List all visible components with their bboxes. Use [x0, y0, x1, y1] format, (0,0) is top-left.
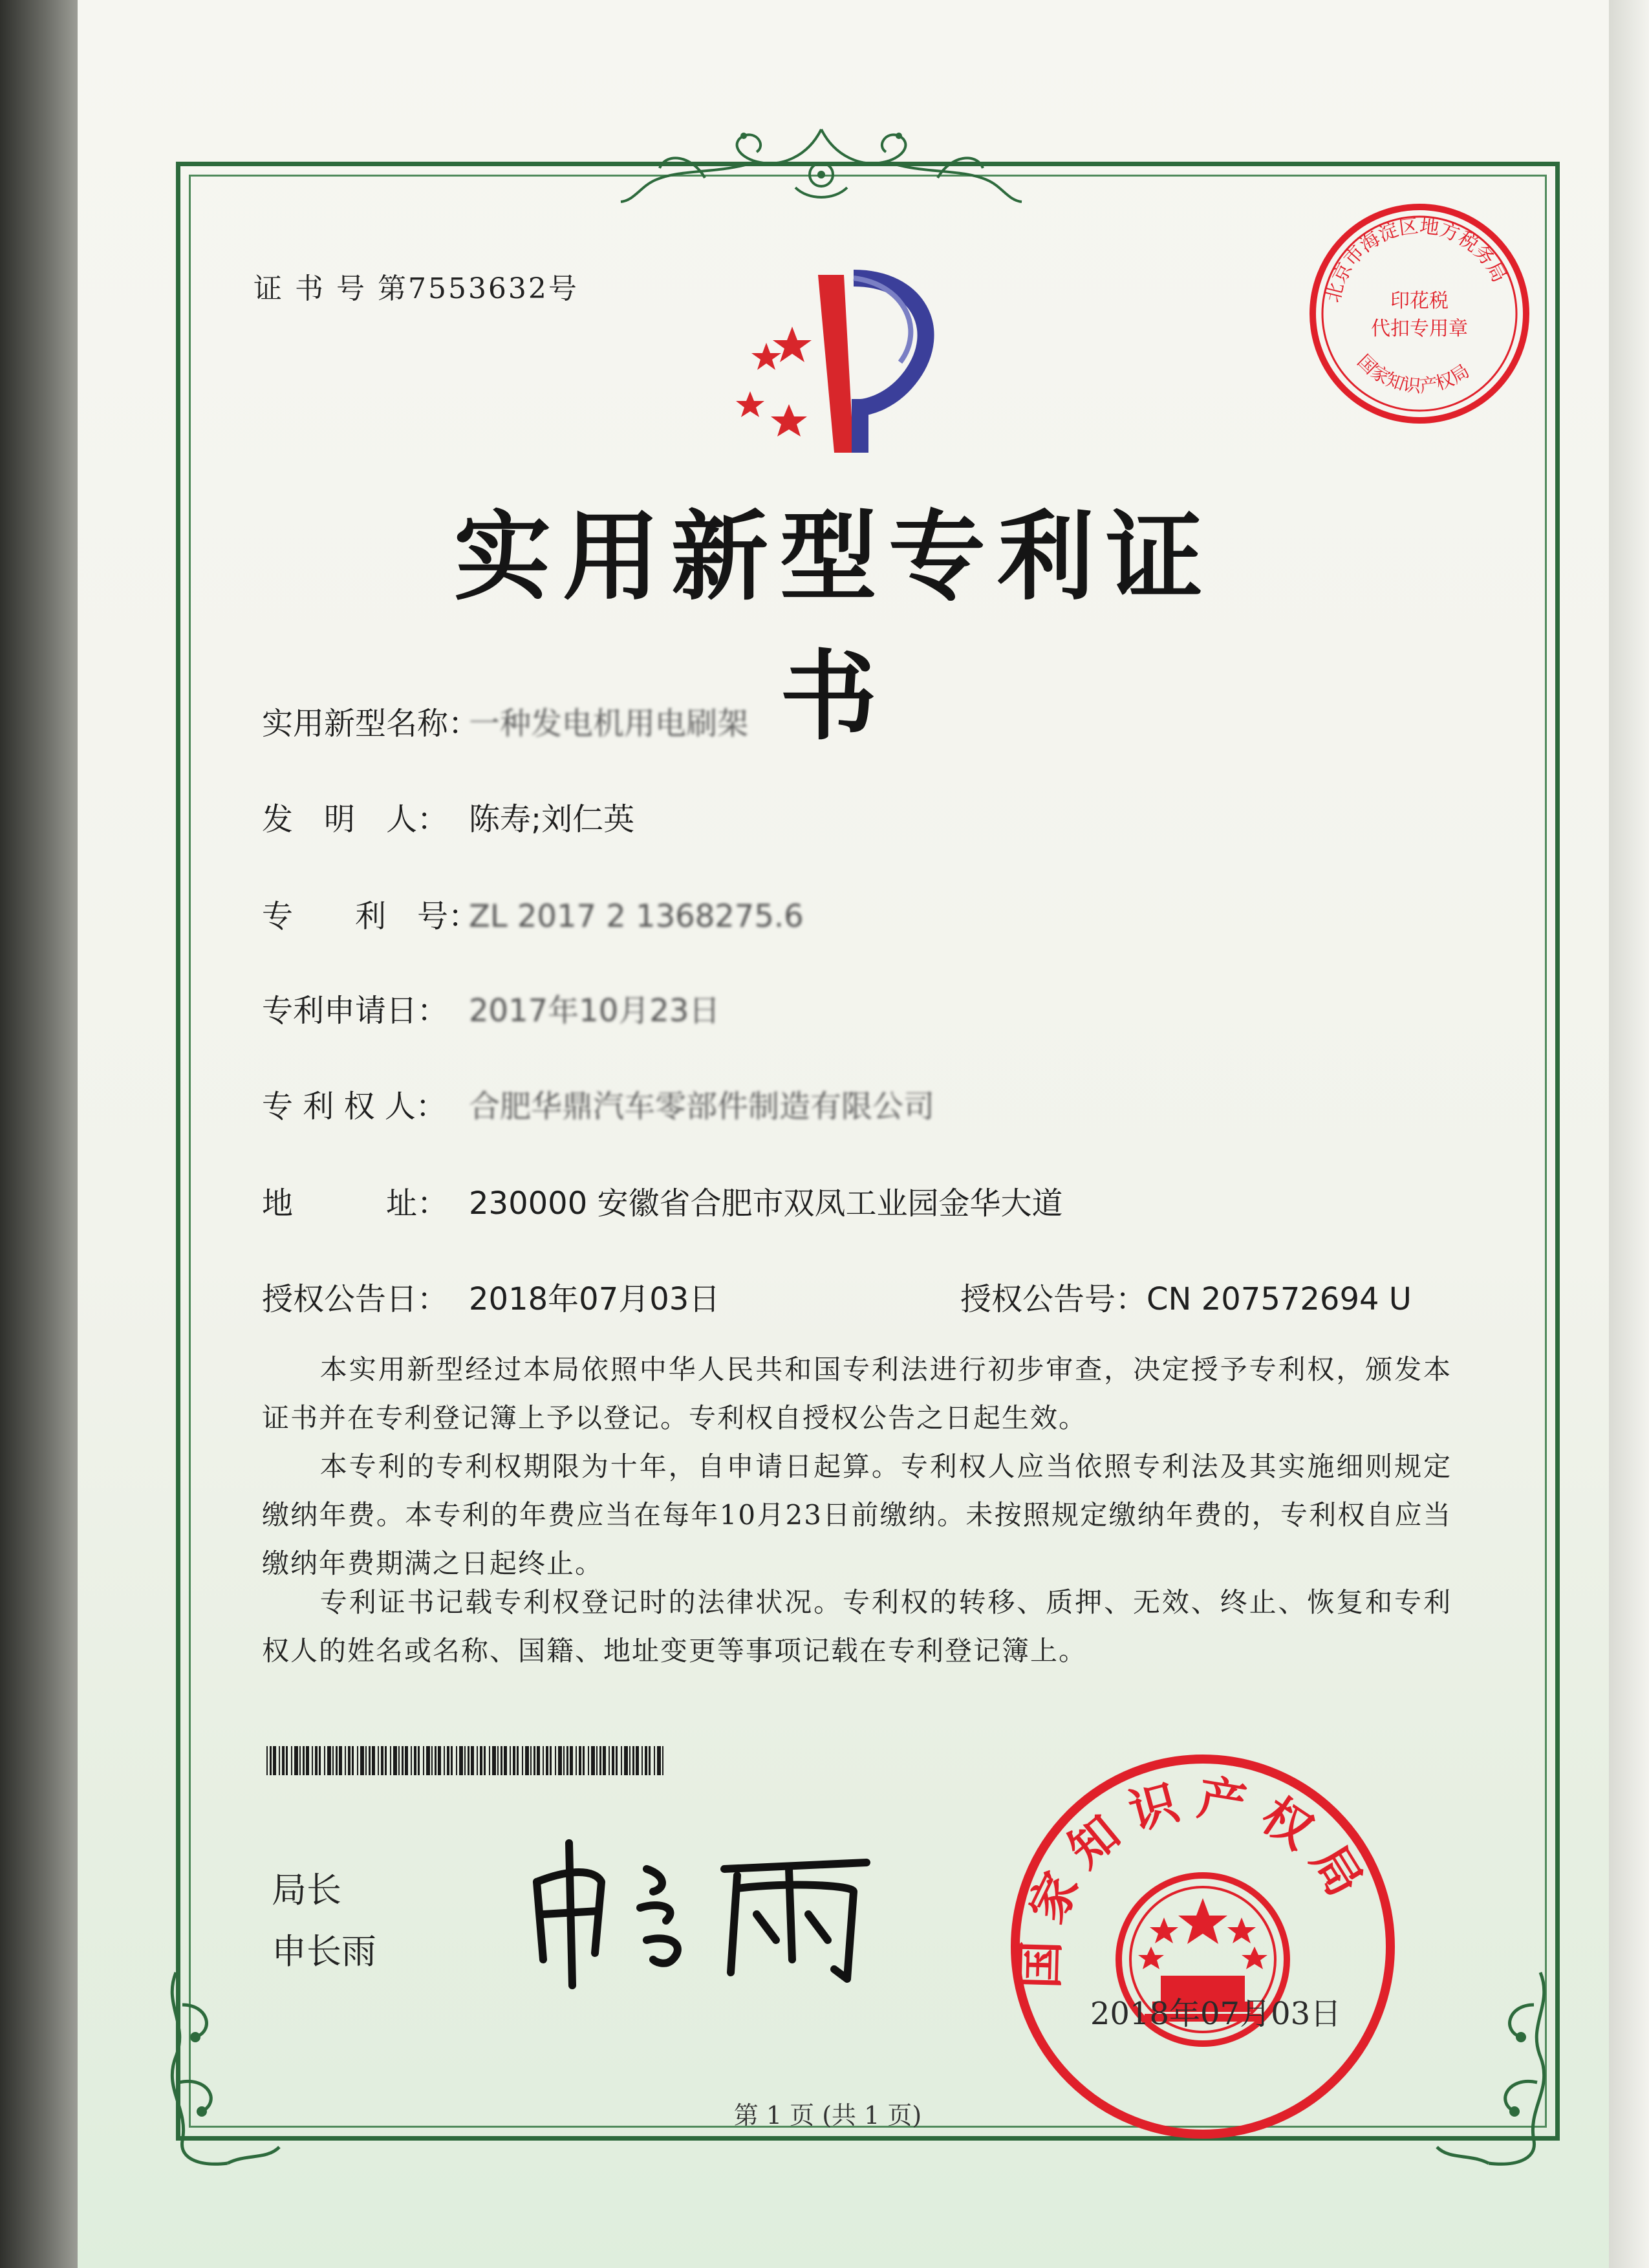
barcode-bar: [555, 1746, 556, 1775]
barcode-bar: [270, 1746, 272, 1775]
barcode-bar: [534, 1746, 535, 1775]
barcode-bar: [423, 1746, 424, 1775]
barcode-bar: [398, 1746, 400, 1775]
barcode-bar: [393, 1746, 397, 1775]
barcode-bar: [471, 1746, 474, 1775]
barcode-bar: [477, 1746, 478, 1775]
field-label: 专利申请日：: [262, 993, 449, 1029]
field-label: 授权公告号：: [960, 1281, 1147, 1317]
barcode-bar: [282, 1746, 285, 1775]
barcode-bar: [456, 1746, 457, 1775]
barcode-bar: [266, 1746, 268, 1775]
barcode-bar: [369, 1746, 371, 1775]
barcode-bar: [447, 1746, 449, 1775]
field-label: 实用新型名称：: [262, 706, 480, 742]
field-label: 授权公告日：: [262, 1281, 449, 1317]
barcode-bar: [291, 1746, 292, 1775]
barcode-bar: [390, 1746, 391, 1775]
barcode-bar: [649, 1746, 651, 1775]
field-label: 发 明 人：: [262, 801, 449, 837]
barcode-bar: [332, 1746, 334, 1775]
top-ornament: [614, 116, 1028, 213]
barcode-bar: [381, 1746, 383, 1775]
barcode-bar: [609, 1746, 610, 1775]
field-grant-announcement-number: [960, 1274, 1412, 1319]
barcode-bar: [345, 1746, 346, 1775]
barcode-bar: [385, 1746, 387, 1775]
corner-ornament-right: [1411, 1966, 1566, 2173]
barcode-bar: [484, 1746, 486, 1775]
field-label: 专 利 权 人：: [262, 1088, 447, 1125]
barcode-bar: [641, 1746, 643, 1775]
barcode-bar: [489, 1746, 490, 1775]
barcode-bar: [459, 1746, 463, 1775]
field-value: ZL 2017 2 1368275.6: [469, 898, 804, 934]
field-grant-announcement-date: [262, 1274, 720, 1319]
field-address: [262, 1178, 1063, 1223]
field-value: 2018年07月03日: [469, 1281, 720, 1317]
barcode-bar: [299, 1746, 301, 1775]
barcode-bar: [414, 1746, 416, 1775]
field-inventor: [262, 794, 634, 839]
barcode-bar: [517, 1746, 519, 1775]
field-label: 专 利 号：: [262, 898, 480, 934]
barcode-bar: [411, 1746, 412, 1775]
field-value: CN 207572694 U: [1147, 1281, 1412, 1317]
svg-text:国家知识产权局: 国家知识产权局: [1353, 350, 1474, 397]
field-patent-number: [262, 891, 804, 936]
field-utility-model-name: [262, 698, 748, 743]
barcode-bar: [588, 1746, 589, 1775]
field-value: 230000 安徽省合肥市双凤工业园金华大道: [469, 1185, 1063, 1222]
barcode-bar: [546, 1746, 548, 1775]
barcode-bar: [616, 1746, 618, 1775]
barcode-bar: [444, 1746, 445, 1775]
barcode-bar: [319, 1746, 321, 1775]
office-seal: [1002, 1746, 1403, 2147]
barcode-bar: [339, 1746, 342, 1775]
barcode-bar: [294, 1746, 298, 1775]
body-paragraph: 本专利的专利权期限为十年，自申请日起算。专利权人应当依照专利法及其实施细则规定缴纳年费。本专利的年费应当在每年10月23日前缴纳。未按照规定缴纳年费的，专利权自应当缴纳年费期满之日起终止。: [262, 1451, 1452, 1579]
barcode-bar: [438, 1746, 441, 1775]
barcode: [266, 1746, 667, 1775]
barcode-bar: [522, 1746, 523, 1775]
barcode-bar: [418, 1746, 420, 1775]
barcode-bar: [273, 1746, 276, 1775]
sipo-logo-icon: [731, 259, 989, 472]
barcode-bar: [603, 1746, 606, 1775]
barcode-bar: [621, 1746, 622, 1775]
barcode-bar: [357, 1746, 358, 1775]
svg-text:国家知识产权局: 国家知识产权局: [1012, 1769, 1381, 1990]
barcode-bar: [662, 1746, 663, 1775]
barcode-bar: [352, 1746, 354, 1775]
barcode-bar: [636, 1746, 639, 1775]
barcode-bar: [497, 1746, 499, 1775]
field-value: 一种发电机用电刷架: [469, 706, 749, 742]
barcode-bar: [576, 1746, 577, 1775]
barcode-bar: [645, 1746, 647, 1775]
tax-stamp-seal: [1300, 194, 1539, 433]
barcode-bar: [365, 1746, 367, 1775]
barcode-bar: [372, 1746, 375, 1775]
barcode-bar: [525, 1746, 529, 1775]
barcode-bar: [303, 1746, 305, 1775]
barcode-bar: [563, 1746, 565, 1775]
barcode-bar: [501, 1746, 502, 1775]
field-label: 地 址：: [262, 1185, 449, 1222]
svg-text:北京市海淀区地方税务局: 北京市海淀区地方税务局: [1321, 215, 1511, 305]
barcode-bar: [654, 1746, 655, 1775]
barcode-bar: [286, 1746, 288, 1775]
barcode-bar: [657, 1746, 661, 1775]
certificate-title: 实用新型专利证书: [453, 500, 1214, 753]
barcode-bar: [570, 1746, 573, 1775]
barcode-bar: [312, 1746, 313, 1775]
barcode-bar: [435, 1746, 436, 1775]
barcode-bar: [360, 1746, 364, 1775]
barcode-bar: [513, 1746, 515, 1775]
field-value: 2017年10月23日: [469, 993, 720, 1029]
barcode-bar: [492, 1746, 496, 1775]
signatory-title: 局长: [272, 1870, 341, 1910]
barcode-bar: [378, 1746, 379, 1775]
field-value: 合肥华鼎汽车零部件制造有限公司: [469, 1088, 935, 1125]
field-value: 陈寿;刘仁英: [469, 801, 635, 837]
barcode-bar: [324, 1746, 325, 1775]
barcode-bar: [599, 1746, 601, 1775]
barcode-bar: [530, 1746, 532, 1775]
barcode-bar: [629, 1746, 630, 1775]
body-paragraph: 本实用新型经过本局依照中华人民共和国专利法进行初步审查，决定授予专利权，颁发本证书并在专利登记簿上予以登记。专利权自授权公告之日起生效。: [262, 1354, 1452, 1434]
barcode-bar: [402, 1746, 404, 1775]
svg-text:印花税: 印花税: [1390, 290, 1449, 312]
page-indicator: 第 1 页 (共 1 页): [733, 2101, 922, 2130]
corner-ornament-left: [150, 1966, 305, 2173]
barcode-bar: [431, 1746, 433, 1775]
barcode-bar: [632, 1746, 634, 1775]
barcode-bar: [504, 1746, 507, 1775]
field-application-date: [262, 986, 720, 1030]
barcode-bar: [596, 1746, 598, 1775]
seal-date: 2018年07月03日: [1090, 1996, 1342, 2032]
barcode-bar: [591, 1746, 595, 1775]
certificate-number: 证 书 号 第7553632号: [253, 272, 579, 305]
barcode-bar: [558, 1746, 562, 1775]
barcode-bar: [426, 1746, 430, 1775]
barcode-bar: [464, 1746, 466, 1775]
svg-text:代扣专用章: 代扣专用章: [1371, 318, 1468, 340]
barcode-bar: [468, 1746, 469, 1775]
barcode-bar: [336, 1746, 338, 1775]
handwritten-signature: [517, 1830, 879, 1992]
barcode-bar: [451, 1746, 453, 1775]
barcode-bar: [537, 1746, 540, 1775]
barcode-bar: [566, 1746, 568, 1775]
barcode-bar: [327, 1746, 331, 1775]
signatory-name: 申长雨: [272, 1931, 376, 1972]
body-paragraph: 专利证书记载专利权登记时的法律状况。专利权的转移、质押、无效、终止、恢复和专利权人的姓名或名称、国籍、地址变更等事项记载在专利登记簿上。: [262, 1586, 1452, 1667]
barcode-bar: [583, 1746, 585, 1775]
barcode-bar: [480, 1746, 482, 1775]
barcode-bar: [543, 1746, 544, 1775]
barcode-bar: [306, 1746, 309, 1775]
barcode-bar: [612, 1746, 614, 1775]
barcode-bar: [279, 1746, 280, 1775]
field-patentee: [262, 1081, 934, 1126]
barcode-bar: [624, 1746, 628, 1775]
barcode-bar: [579, 1746, 581, 1775]
barcode-bar: [315, 1746, 318, 1775]
barcode-bar: [510, 1746, 511, 1775]
barcode-bar: [550, 1746, 552, 1775]
scan-edge: [1609, 0, 1649, 2268]
barcode-bar: [348, 1746, 350, 1775]
barcode-bar: [405, 1746, 408, 1775]
